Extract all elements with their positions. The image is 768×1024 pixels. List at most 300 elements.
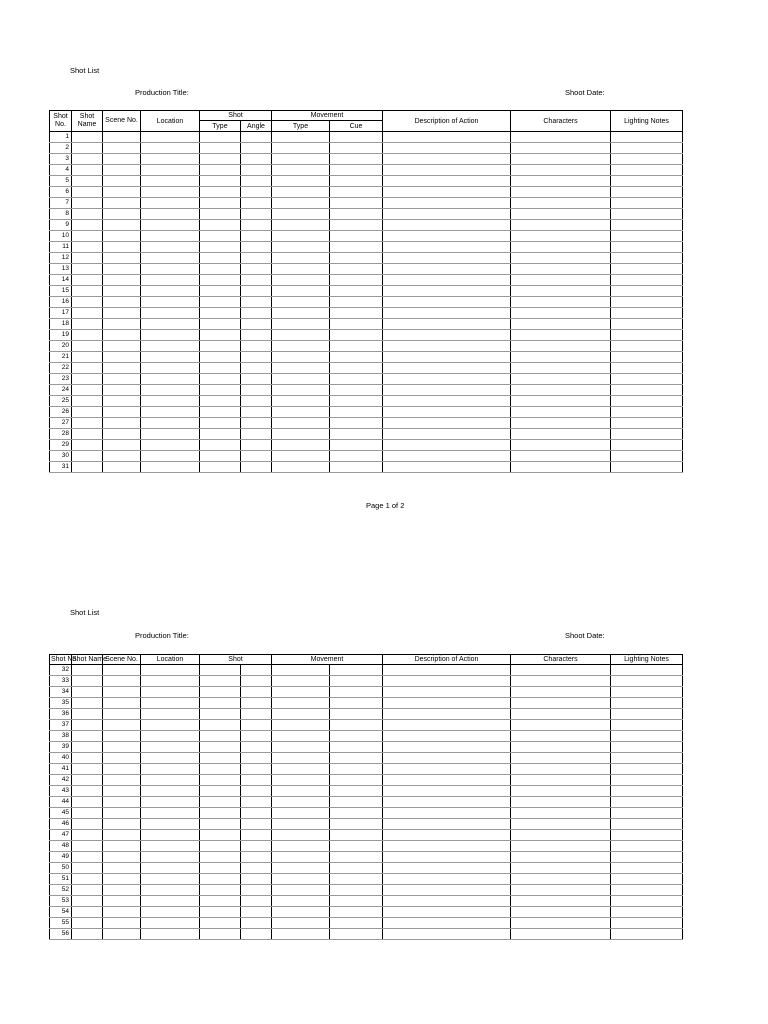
- table-cell[interactable]: [611, 742, 683, 753]
- table-cell[interactable]: [511, 852, 611, 863]
- table-cell[interactable]: [272, 297, 330, 308]
- table-cell[interactable]: [611, 209, 683, 220]
- table-cell[interactable]: [272, 874, 330, 885]
- table-cell[interactable]: [272, 786, 330, 797]
- table-cell[interactable]: [72, 154, 103, 165]
- table-cell[interactable]: [103, 286, 141, 297]
- table-cell[interactable]: [511, 231, 611, 242]
- table-cell[interactable]: [141, 863, 200, 874]
- table-cell[interactable]: [272, 418, 330, 429]
- table-cell[interactable]: [200, 720, 241, 731]
- table-cell[interactable]: [103, 709, 141, 720]
- table-cell[interactable]: [330, 665, 383, 676]
- table-cell[interactable]: [200, 132, 241, 143]
- table-cell[interactable]: [103, 154, 141, 165]
- table-cell[interactable]: [330, 308, 383, 319]
- table-cell[interactable]: [330, 676, 383, 687]
- table-cell[interactable]: [241, 753, 272, 764]
- table-cell[interactable]: [200, 808, 241, 819]
- table-cell[interactable]: [241, 297, 272, 308]
- table-cell[interactable]: [241, 374, 272, 385]
- table-cell[interactable]: [72, 132, 103, 143]
- table-cell[interactable]: [103, 786, 141, 797]
- table-cell[interactable]: [141, 907, 200, 918]
- table-cell[interactable]: [611, 720, 683, 731]
- table-cell[interactable]: [241, 720, 272, 731]
- table-cell[interactable]: [611, 352, 683, 363]
- table-cell[interactable]: [241, 363, 272, 374]
- table-cell[interactable]: [272, 863, 330, 874]
- table-cell[interactable]: [611, 885, 683, 896]
- table-cell[interactable]: [330, 220, 383, 231]
- table-cell[interactable]: [200, 407, 241, 418]
- table-cell[interactable]: [141, 786, 200, 797]
- table-cell[interactable]: [383, 676, 511, 687]
- table-cell[interactable]: [611, 797, 683, 808]
- table-cell[interactable]: [511, 863, 611, 874]
- table-cell[interactable]: [72, 286, 103, 297]
- table-cell[interactable]: [611, 698, 683, 709]
- table-cell[interactable]: [200, 198, 241, 209]
- table-cell[interactable]: [330, 742, 383, 753]
- table-cell[interactable]: [200, 165, 241, 176]
- table-cell[interactable]: [272, 720, 330, 731]
- table-cell[interactable]: [141, 418, 200, 429]
- table-cell[interactable]: [330, 808, 383, 819]
- table-cell[interactable]: [611, 187, 683, 198]
- table-cell[interactable]: [383, 896, 511, 907]
- table-cell[interactable]: [272, 852, 330, 863]
- table-cell[interactable]: [272, 462, 330, 473]
- table-cell[interactable]: [72, 341, 103, 352]
- table-cell[interactable]: [72, 242, 103, 253]
- table-cell[interactable]: [141, 830, 200, 841]
- table-cell[interactable]: [330, 698, 383, 709]
- table-cell[interactable]: [272, 709, 330, 720]
- table-cell[interactable]: [200, 830, 241, 841]
- table-cell[interactable]: [241, 187, 272, 198]
- table-cell[interactable]: [200, 665, 241, 676]
- table-cell[interactable]: [241, 731, 272, 742]
- table-cell[interactable]: [141, 808, 200, 819]
- table-cell[interactable]: [383, 154, 511, 165]
- table-cell[interactable]: [330, 286, 383, 297]
- table-cell[interactable]: [330, 885, 383, 896]
- table-cell[interactable]: [272, 440, 330, 451]
- table-cell[interactable]: [241, 231, 272, 242]
- table-cell[interactable]: [141, 462, 200, 473]
- table-cell[interactable]: [200, 451, 241, 462]
- table-cell[interactable]: [200, 319, 241, 330]
- table-cell[interactable]: [141, 764, 200, 775]
- table-cell[interactable]: [511, 374, 611, 385]
- table-cell[interactable]: [511, 242, 611, 253]
- table-cell[interactable]: [611, 253, 683, 264]
- table-cell[interactable]: [383, 885, 511, 896]
- table-cell[interactable]: [383, 764, 511, 775]
- table-cell[interactable]: [72, 462, 103, 473]
- table-cell[interactable]: [72, 918, 103, 929]
- table-cell[interactable]: [611, 764, 683, 775]
- table-cell[interactable]: [611, 297, 683, 308]
- table-cell[interactable]: [611, 374, 683, 385]
- table-cell[interactable]: [72, 841, 103, 852]
- table-cell[interactable]: [330, 896, 383, 907]
- table-cell[interactable]: [200, 896, 241, 907]
- table-cell[interactable]: [272, 242, 330, 253]
- table-cell[interactable]: [272, 352, 330, 363]
- table-cell[interactable]: [511, 907, 611, 918]
- table-cell[interactable]: [330, 874, 383, 885]
- table-cell[interactable]: [141, 231, 200, 242]
- table-cell[interactable]: [200, 698, 241, 709]
- table-cell[interactable]: [611, 676, 683, 687]
- table-cell[interactable]: [330, 918, 383, 929]
- table-cell[interactable]: [611, 929, 683, 940]
- table-cell[interactable]: [200, 374, 241, 385]
- table-cell[interactable]: [330, 841, 383, 852]
- table-cell[interactable]: [330, 253, 383, 264]
- table-cell[interactable]: [200, 286, 241, 297]
- table-cell[interactable]: [511, 775, 611, 786]
- table-cell[interactable]: [383, 165, 511, 176]
- table-cell[interactable]: [511, 176, 611, 187]
- table-cell[interactable]: [103, 418, 141, 429]
- table-cell[interactable]: [103, 753, 141, 764]
- table-cell[interactable]: [141, 143, 200, 154]
- table-cell[interactable]: [103, 797, 141, 808]
- table-cell[interactable]: [511, 830, 611, 841]
- table-cell[interactable]: [383, 231, 511, 242]
- table-cell[interactable]: [330, 385, 383, 396]
- table-cell[interactable]: [241, 698, 272, 709]
- table-cell[interactable]: [330, 176, 383, 187]
- table-cell[interactable]: [141, 896, 200, 907]
- table-cell[interactable]: [241, 896, 272, 907]
- table-cell[interactable]: [141, 676, 200, 687]
- table-cell[interactable]: [103, 297, 141, 308]
- table-cell[interactable]: [272, 885, 330, 896]
- table-cell[interactable]: [511, 418, 611, 429]
- table-cell[interactable]: [611, 319, 683, 330]
- table-cell[interactable]: [383, 863, 511, 874]
- table-cell[interactable]: [72, 319, 103, 330]
- table-cell[interactable]: [272, 929, 330, 940]
- table-cell[interactable]: [383, 330, 511, 341]
- table-cell[interactable]: [103, 374, 141, 385]
- table-cell[interactable]: [241, 852, 272, 863]
- table-cell[interactable]: [103, 775, 141, 786]
- table-cell[interactable]: [611, 242, 683, 253]
- table-cell[interactable]: [383, 830, 511, 841]
- table-cell[interactable]: [272, 286, 330, 297]
- table-cell[interactable]: [330, 264, 383, 275]
- table-cell[interactable]: [241, 863, 272, 874]
- table-cell[interactable]: [241, 874, 272, 885]
- table-cell[interactable]: [511, 440, 611, 451]
- table-cell[interactable]: [141, 198, 200, 209]
- table-cell[interactable]: [200, 275, 241, 286]
- table-cell[interactable]: [511, 143, 611, 154]
- table-cell[interactable]: [272, 731, 330, 742]
- table-cell[interactable]: [72, 720, 103, 731]
- table-cell[interactable]: [272, 198, 330, 209]
- table-cell[interactable]: [611, 753, 683, 764]
- table-cell[interactable]: [511, 297, 611, 308]
- table-cell[interactable]: [141, 451, 200, 462]
- table-cell[interactable]: [103, 429, 141, 440]
- table-cell[interactable]: [330, 863, 383, 874]
- table-cell[interactable]: [200, 330, 241, 341]
- table-cell[interactable]: [141, 731, 200, 742]
- table-cell[interactable]: [200, 462, 241, 473]
- table-cell[interactable]: [511, 220, 611, 231]
- table-cell[interactable]: [330, 374, 383, 385]
- table-cell[interactable]: [241, 209, 272, 220]
- table-cell[interactable]: [511, 429, 611, 440]
- table-cell[interactable]: [103, 308, 141, 319]
- table-cell[interactable]: [611, 687, 683, 698]
- table-cell[interactable]: [383, 264, 511, 275]
- table-cell[interactable]: [511, 797, 611, 808]
- table-cell[interactable]: [511, 709, 611, 720]
- table-cell[interactable]: [200, 418, 241, 429]
- table-cell[interactable]: [241, 143, 272, 154]
- table-cell[interactable]: [241, 253, 272, 264]
- table-cell[interactable]: [272, 819, 330, 830]
- table-cell[interactable]: [383, 731, 511, 742]
- table-cell[interactable]: [72, 374, 103, 385]
- table-cell[interactable]: [511, 286, 611, 297]
- table-cell[interactable]: [241, 352, 272, 363]
- table-cell[interactable]: [272, 187, 330, 198]
- table-cell[interactable]: [611, 731, 683, 742]
- table-cell[interactable]: [241, 775, 272, 786]
- table-cell[interactable]: [200, 231, 241, 242]
- table-cell[interactable]: [103, 720, 141, 731]
- table-cell[interactable]: [103, 907, 141, 918]
- table-cell[interactable]: [611, 176, 683, 187]
- table-cell[interactable]: [241, 819, 272, 830]
- table-cell[interactable]: [611, 286, 683, 297]
- table-cell[interactable]: [103, 665, 141, 676]
- table-cell[interactable]: [611, 918, 683, 929]
- table-cell[interactable]: [511, 330, 611, 341]
- table-cell[interactable]: [241, 929, 272, 940]
- table-cell[interactable]: [511, 929, 611, 940]
- table-cell[interactable]: [330, 363, 383, 374]
- table-cell[interactable]: [511, 407, 611, 418]
- table-cell[interactable]: [141, 709, 200, 720]
- table-cell[interactable]: [241, 407, 272, 418]
- table-cell[interactable]: [272, 764, 330, 775]
- table-cell[interactable]: [72, 440, 103, 451]
- table-cell[interactable]: [103, 698, 141, 709]
- table-cell[interactable]: [241, 918, 272, 929]
- table-cell[interactable]: [200, 242, 241, 253]
- table-cell[interactable]: [200, 753, 241, 764]
- table-cell[interactable]: [241, 165, 272, 176]
- table-cell[interactable]: [241, 676, 272, 687]
- table-cell[interactable]: [103, 198, 141, 209]
- table-cell[interactable]: [141, 665, 200, 676]
- table-cell[interactable]: [241, 308, 272, 319]
- table-cell[interactable]: [272, 176, 330, 187]
- table-cell[interactable]: [200, 220, 241, 231]
- table-cell[interactable]: [141, 698, 200, 709]
- table-cell[interactable]: [72, 264, 103, 275]
- table-cell[interactable]: [103, 731, 141, 742]
- table-cell[interactable]: [511, 918, 611, 929]
- table-cell[interactable]: [330, 786, 383, 797]
- table-cell[interactable]: [511, 198, 611, 209]
- table-cell[interactable]: [200, 841, 241, 852]
- table-cell[interactable]: [272, 808, 330, 819]
- table-cell[interactable]: [141, 264, 200, 275]
- table-cell[interactable]: [330, 451, 383, 462]
- table-cell[interactable]: [241, 841, 272, 852]
- table-cell[interactable]: [103, 352, 141, 363]
- table-cell[interactable]: [383, 352, 511, 363]
- table-cell[interactable]: [241, 742, 272, 753]
- table-cell[interactable]: [141, 852, 200, 863]
- table-cell[interactable]: [141, 385, 200, 396]
- table-cell[interactable]: [383, 385, 511, 396]
- table-cell[interactable]: [200, 440, 241, 451]
- table-cell[interactable]: [383, 709, 511, 720]
- table-cell[interactable]: [241, 319, 272, 330]
- table-cell[interactable]: [103, 143, 141, 154]
- table-cell[interactable]: [272, 797, 330, 808]
- table-cell[interactable]: [241, 462, 272, 473]
- table-cell[interactable]: [200, 396, 241, 407]
- table-cell[interactable]: [611, 407, 683, 418]
- table-cell[interactable]: [141, 132, 200, 143]
- table-cell[interactable]: [611, 819, 683, 830]
- table-cell[interactable]: [200, 885, 241, 896]
- table-cell[interactable]: [103, 451, 141, 462]
- table-cell[interactable]: [141, 775, 200, 786]
- table-cell[interactable]: [330, 852, 383, 863]
- table-cell[interactable]: [200, 253, 241, 264]
- table-cell[interactable]: [241, 264, 272, 275]
- table-cell[interactable]: [241, 242, 272, 253]
- table-cell[interactable]: [141, 242, 200, 253]
- table-cell[interactable]: [103, 187, 141, 198]
- table-cell[interactable]: [330, 687, 383, 698]
- table-cell[interactable]: [72, 396, 103, 407]
- table-cell[interactable]: [72, 896, 103, 907]
- table-cell[interactable]: [241, 176, 272, 187]
- table-cell[interactable]: [511, 308, 611, 319]
- table-cell[interactable]: [272, 209, 330, 220]
- table-cell[interactable]: [141, 176, 200, 187]
- table-cell[interactable]: [611, 385, 683, 396]
- table-cell[interactable]: [611, 220, 683, 231]
- table-cell[interactable]: [272, 341, 330, 352]
- table-cell[interactable]: [103, 830, 141, 841]
- table-cell[interactable]: [611, 363, 683, 374]
- table-cell[interactable]: [511, 253, 611, 264]
- table-cell[interactable]: [241, 341, 272, 352]
- table-cell[interactable]: [200, 429, 241, 440]
- table-cell[interactable]: [383, 440, 511, 451]
- table-cell[interactable]: [330, 242, 383, 253]
- table-cell[interactable]: [611, 830, 683, 841]
- table-cell[interactable]: [330, 231, 383, 242]
- table-cell[interactable]: [611, 863, 683, 874]
- table-cell[interactable]: [330, 352, 383, 363]
- table-cell[interactable]: [330, 132, 383, 143]
- table-cell[interactable]: [272, 841, 330, 852]
- table-cell[interactable]: [72, 753, 103, 764]
- table-cell[interactable]: [511, 720, 611, 731]
- table-cell[interactable]: [103, 918, 141, 929]
- table-cell[interactable]: [383, 275, 511, 286]
- table-cell[interactable]: [103, 896, 141, 907]
- table-cell[interactable]: [141, 165, 200, 176]
- table-cell[interactable]: [383, 209, 511, 220]
- table-cell[interactable]: [611, 808, 683, 819]
- table-cell[interactable]: [511, 753, 611, 764]
- table-cell[interactable]: [383, 297, 511, 308]
- table-cell[interactable]: [200, 297, 241, 308]
- table-cell[interactable]: [103, 363, 141, 374]
- table-cell[interactable]: [103, 819, 141, 830]
- table-cell[interactable]: [511, 132, 611, 143]
- table-cell[interactable]: [103, 841, 141, 852]
- table-cell[interactable]: [72, 253, 103, 264]
- table-cell[interactable]: [72, 907, 103, 918]
- table-cell[interactable]: [241, 385, 272, 396]
- table-cell[interactable]: [72, 231, 103, 242]
- table-cell[interactable]: [611, 330, 683, 341]
- table-cell[interactable]: [200, 819, 241, 830]
- table-cell[interactable]: [141, 275, 200, 286]
- table-cell[interactable]: [383, 753, 511, 764]
- table-cell[interactable]: [141, 308, 200, 319]
- table-cell[interactable]: [241, 665, 272, 676]
- table-cell[interactable]: [103, 220, 141, 231]
- table-cell[interactable]: [511, 209, 611, 220]
- table-cell[interactable]: [72, 407, 103, 418]
- table-cell[interactable]: [72, 198, 103, 209]
- table-cell[interactable]: [272, 830, 330, 841]
- table-cell[interactable]: [330, 440, 383, 451]
- table-cell[interactable]: [272, 132, 330, 143]
- table-cell[interactable]: [383, 418, 511, 429]
- table-cell[interactable]: [200, 209, 241, 220]
- table-cell[interactable]: [383, 143, 511, 154]
- table-cell[interactable]: [241, 286, 272, 297]
- table-cell[interactable]: [241, 330, 272, 341]
- table-cell[interactable]: [511, 808, 611, 819]
- table-cell[interactable]: [103, 874, 141, 885]
- table-cell[interactable]: [72, 797, 103, 808]
- table-cell[interactable]: [141, 874, 200, 885]
- table-cell[interactable]: [330, 187, 383, 198]
- table-cell[interactable]: [241, 451, 272, 462]
- table-cell[interactable]: [141, 407, 200, 418]
- table-cell[interactable]: [511, 676, 611, 687]
- table-cell[interactable]: [141, 220, 200, 231]
- table-cell[interactable]: [511, 819, 611, 830]
- table-cell[interactable]: [141, 319, 200, 330]
- table-cell[interactable]: [72, 786, 103, 797]
- table-cell[interactable]: [272, 363, 330, 374]
- table-cell[interactable]: [383, 319, 511, 330]
- table-cell[interactable]: [72, 830, 103, 841]
